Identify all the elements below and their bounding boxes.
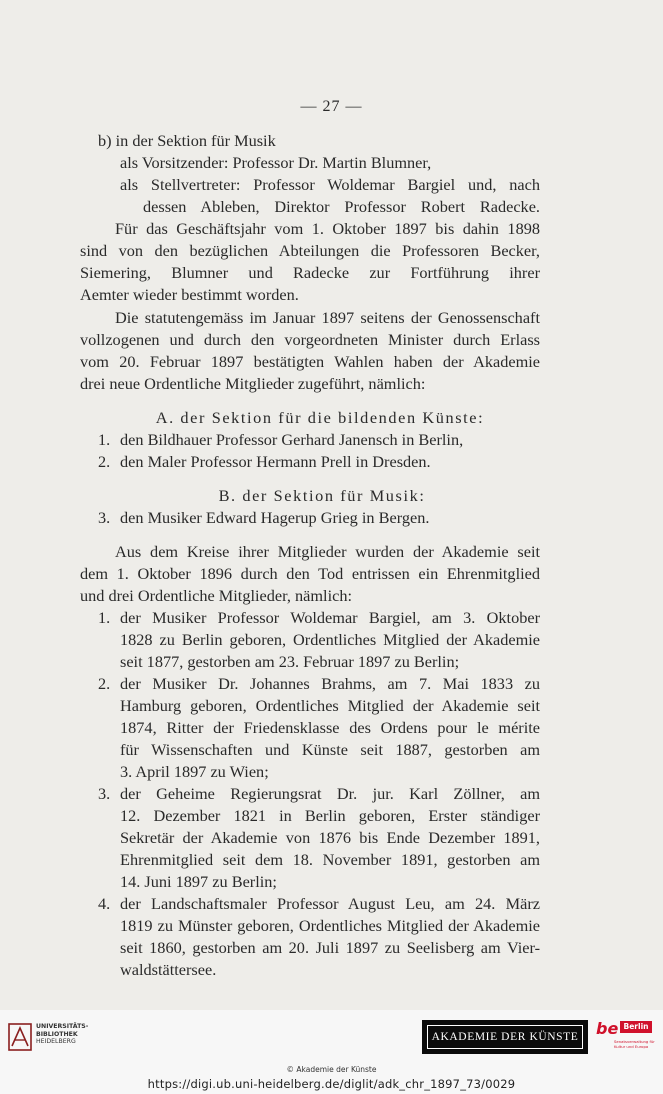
paragraph-3-line-2: dem 1. Oktober 1896 durch den Tod entrissen ein Ehrenmitglied: [80, 564, 540, 583]
item-number: 1.: [98, 430, 111, 449]
death-item-2-number: 2.: [98, 674, 111, 693]
paragraph-3-line-1: Aus dem Kreise ihrer Mitglieder wurden der Akademie seit: [115, 542, 540, 561]
section-heading-music: b) in der Sektion für Musik: [98, 131, 276, 150]
paragraph-1-line-4: Aemter wieder bestimmt worden.: [80, 285, 299, 304]
death-item-3-number: 3.: [98, 784, 111, 803]
paragraph-2-line-1: Die statutengemäss im Januar 1897 seitens der Genossenschaft: [115, 308, 540, 327]
death-item-3-line-2: 12. Dezember 1821 in Berlin geboren, Erster ständiger: [120, 806, 540, 825]
chairman-line: als Vorsitzender: Professor Dr. Martin Blumner,: [120, 153, 432, 172]
copyright-notice: © Akademie der Künste: [286, 1065, 377, 1074]
deputy-line-cont: dessen Ableben, Direktor Professor Robert Radecke.: [143, 197, 540, 216]
permalink-url[interactable]: https://digi.ub.uni-heidelberg.de/diglit/adk_chr_1897_73/0029: [147, 1077, 516, 1091]
uni-name-line-2: BIBLIOTHEK: [36, 1030, 78, 1038]
list-item-b3: [98, 508, 540, 528]
death-item-4-line-1: der Landschaftsmaler Professor August Leu, am 24. März: [120, 894, 540, 913]
section-a-heading: A. der Sektion für die bildenden Künste:: [155, 408, 485, 427]
item-number: 3.: [98, 508, 111, 527]
death-item-1-line-3: seit 1877, gestorben am 23. Februar 1897 zu Berlin;: [120, 652, 460, 671]
item-text: den Bildhauer Professor Gerhard Janensch in Berlin,: [120, 430, 464, 449]
death-item-4-number: 4.: [98, 894, 111, 913]
item-text: den Maler Professor Hermann Prell in Dresden.: [120, 452, 431, 471]
item-text: den Musiker Edward Hagerup Grieg in Bergen.: [120, 508, 430, 527]
paragraph-1-line-3: Siemering, Blumner und Radecke zur Fortführung ihrer: [80, 263, 540, 282]
paragraph-1-line-1: Für das Geschäftsjahr vom 1. Oktober 1897 bis dahin 1898: [115, 219, 540, 238]
death-item-4-line-2: 1819 zu Münster geboren, Ordentliches Mitglied der Akademie: [120, 916, 540, 935]
death-item-4-line-3: seit 1860, gestorben am 20. Juli 1897 zu Seelisberg am Vier-: [120, 938, 540, 957]
death-item-3-line-3: Sekretär der Akademie von 1876 bis Ende Dezember 1891,: [120, 828, 540, 847]
paragraph-2-line-4: drei neue Ordentliche Mitglieder zugeführt, nämlich:: [80, 374, 426, 393]
list-item-a2: [98, 452, 540, 472]
death-item-2-line-1: der Musiker Dr. Johannes Brahms, am 7. Mai 1833 zu: [120, 674, 540, 693]
death-item-3-line-5: 14. Juni 1897 zu Berlin;: [120, 872, 277, 891]
page-number: — 27 —: [300, 98, 363, 115]
death-item-1-number: 1.: [98, 608, 111, 627]
adk-label: AKADEMIE DER KÜNSTE: [427, 1025, 583, 1049]
death-item-4-line-4: waldstättersee.: [120, 960, 217, 979]
death-item-3-line-4: Ehrenmitglied seit dem 18. November 1891, gestorben am: [120, 850, 540, 869]
uni-name-line-1: UNIVERSITÄTS-: [36, 1023, 89, 1030]
item-number: 2.: [98, 452, 111, 471]
berlin-senate-logo[interactable]: [596, 1019, 656, 1059]
death-item-2-line-3: 1874, Ritter der Friedensklasse des Ordens pour le mérite: [120, 718, 540, 737]
death-item-2-line-2: Hamburg geboren, Ordentliches Mitglied der Akademie seit: [120, 696, 540, 715]
list-item-a1: [98, 430, 540, 450]
berlin-flag: Berlin: [620, 1021, 652, 1033]
death-item-3-line-1: der Geheime Regierungsrat Dr. jur. Karl Zöllner, am: [120, 784, 540, 803]
section-b-heading: B. der Sektion für Musik:: [218, 486, 426, 505]
paragraph-2-line-3: vom 20. Februar 1897 bestätigten Wahlen haben der Akademie: [80, 352, 540, 371]
berlin-be-mark: be: [596, 1019, 619, 1038]
death-item-1-line-1: der Musiker Professor Woldemar Bargiel, am 3. Oktober: [120, 608, 540, 627]
paragraph-1-line-2: sind von den bezüglichen Abteilungen die Professoren Becker,: [80, 241, 540, 260]
berlin-senate-caption: Senatsverwaltung für Kultur und Europa: [614, 1039, 655, 1049]
akademie-der-kuenste-logo[interactable]: [422, 1020, 588, 1054]
viewer-footer: [0, 1010, 663, 1094]
death-item-1-line-2: 1828 zu Berlin geboren, Ordentliches Mitglied der Akademie: [120, 630, 540, 649]
heidelberg-seal-icon: [8, 1020, 32, 1052]
paragraph-3-line-3: und drei Ordentliche Mitglieder, nämlich:: [80, 586, 352, 605]
uni-name-line-3: HEIDELBERG: [36, 1038, 76, 1045]
deputy-line: als Stellvertreter: Professor Woldemar Bargiel und, nach: [120, 175, 540, 194]
death-item-2-line-4: für Wissenschaften und Künste seit 1887, gestorben am: [120, 740, 540, 759]
heidelberg-library-logo[interactable]: [8, 1018, 118, 1058]
paragraph-2-line-2: vollzogenen und durch den vorgeordneten Minister durch Erlass: [80, 330, 540, 349]
death-item-2-line-5: 3. April 1897 zu Wien;: [120, 762, 269, 781]
